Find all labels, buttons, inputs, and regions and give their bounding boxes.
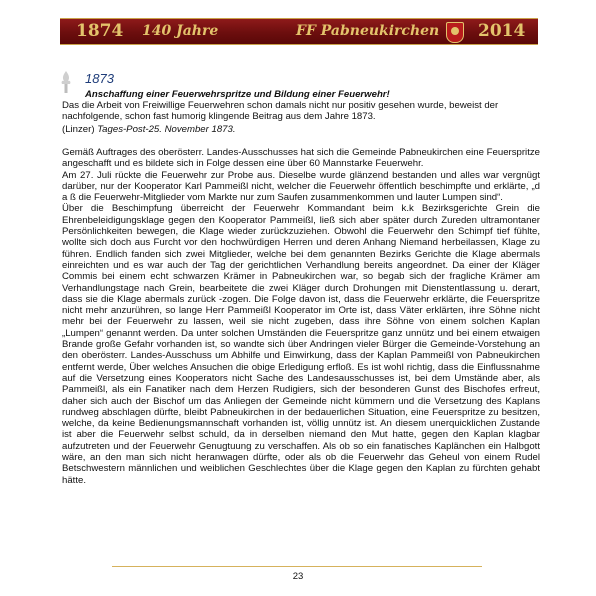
header-banner	[60, 18, 538, 45]
source-title: Tages-Post-25. November 1873.	[97, 124, 236, 135]
footer-divider	[112, 566, 482, 567]
banner-year-end: 2014	[478, 21, 526, 41]
section-subtitle: Anschaffung einer Feuerwehrspritze und Bildung einer Feuerwehr!	[85, 89, 390, 100]
banner-year-start: 1874	[76, 21, 124, 41]
paragraph: Über die Beschimpfung überreicht der Feuerwehr Kommandant beim k.k Bezirksgerichte Grein die Ehrenbeleidigungsklage gegen den Kooperator Pammeißl, ließ sich aber später durch Zureden ultramontaner Persönlichkeiten bewegen, die Klage wieder zurückzuziehen. Obwohl die Feuerwehr den Schimpf tief fühlte, wollte sich doch aus Furcht vor den hochwürdigen Herren und deren Anhang Niemand herbeilassen, Klage zu führen. Endlich fanden sich zwei Mitglieder, welche bei dem genannten Bezirks Gerichte die Klage abermals einreichten und es war auch der Tag der gerichtlichen Verhandlung bereits angeordnet. Da einer der Kläger Commis bei einem echt schwarzen Krämer in Pabneukirchen war, so begab sich der fragliche Krämer am Verhandlungstage nach Grein, bearbeitete die zwei Kläger durch Drohungen mit Dienstentlassung u. derart, dass sie die Klage abermals zurück -zogen. Die Folge davon ist, dass die Feuerwehr erklärte, die Feuerspritze nicht mehr anzurühren, so lange Herr Pammeißl Kooperator im Orte ist, dass Väter erklärten, ihre Söhne nicht mehr bei der Feuerwehr zu lassen, weil sie nicht zugeben, dass ihre Söhne von einem solchen Kaplan „Lumpen“ genannt werden. Da unter solchen Umständen die Feuerspritze ganz unnütz und bei einem etwaigen Brande große Gefahr vorhanden ist, so wandte sich über Andringen vieler Bürger die Gemeinde-Vorstehung an den oberösterr. Landes-Ausschuss um Abhilfe und Einwirkung, dass der Kaplan Pammeißl von Pabneukirchen entfernt werde, Über welches Ansuchen die obige Erledigung erfloß. Es ist wohl richtig, dass die Einflussnahme auf die Versetzung eines Kooperators nicht Sache des Landesausschusses ist, bei dem Umstände aber, als Pammeißl, als ein Fanatiker nach dem Herzen Rudigiers, sich der besonderen Gunst des Bischofes erfreut, daher sich auch der Bischof um das Anliegen der Gemeinde nicht kümmern und die Versetzung des Kaplans rundweg abschlagen dürfte, bleibt Pabneukirchen in der bedauerlichen Situation, eine Feuerspritze zu besitzen, welche, da keine Bedienungsmannschaft vorhanden ist, völlig unnütz ist. An diesem unerquicklichen Zustande ist aber die Feuerwehr selbst schuld, da in derselben niemand den Mut hatte, gegen den Kaplan klagbar aufzutreten und der Feuerwehr Genugtuung zu verschaffen. Als ob so ein fanatisches Kaplänchen ein Halbgott wäre, an den man sich nicht heranwagen dürfte, oder als ob die Feuerwehr das Geheul von einem Rudel Betschwestern männlichen und weiblichen Geschlechtes über die Klage gegen den Kaplan zu fürchten gehabt hätte.	[62, 203, 540, 486]
paragraph: Gemäß Auftrages des oberösterr. Landes-Ausschusses hat sich die Gemeinde Pabneukirchen eine Feuerspritze angeschafft und es bildete sich in Folge dessen eine über 60 Mannstarke Feuerwehr.	[62, 147, 540, 170]
crest-icon	[446, 22, 464, 43]
intro-text: Das die Arbeit von Freiwillige Feuerwehren schon damals nicht nur positiv gesehen wurde, beweist der nachfolgende, schon fast humorig klingende Beitrag aus dem Jahre 1873.	[62, 100, 499, 123]
source-prefix: (Linzer)	[62, 124, 95, 135]
source-line	[62, 124, 236, 135]
article-body	[62, 147, 540, 486]
paragraph: Am 27. Juli rückte die Feuerwehr zur Probe aus. Dieselbe wurde glänzend bestanden und alles war vergnügt darüber, nur der Kooperator Karl Pammeißl nicht, welcher die Feuerwehr öffentlich beschimpfte und erklärte, „d a ß die Feuerwehr-Mitglieder vom Markte nur zum Saufen zusammenkommen und lauter Lumpen sind“.	[62, 169, 540, 204]
torch-icon	[59, 70, 73, 94]
page-number: 23	[292, 571, 304, 582]
banner-jahre: 140 Jahre	[142, 23, 219, 39]
section-year: 1873	[85, 71, 114, 86]
banner-organization: FF Pabneukirchen	[296, 23, 440, 39]
